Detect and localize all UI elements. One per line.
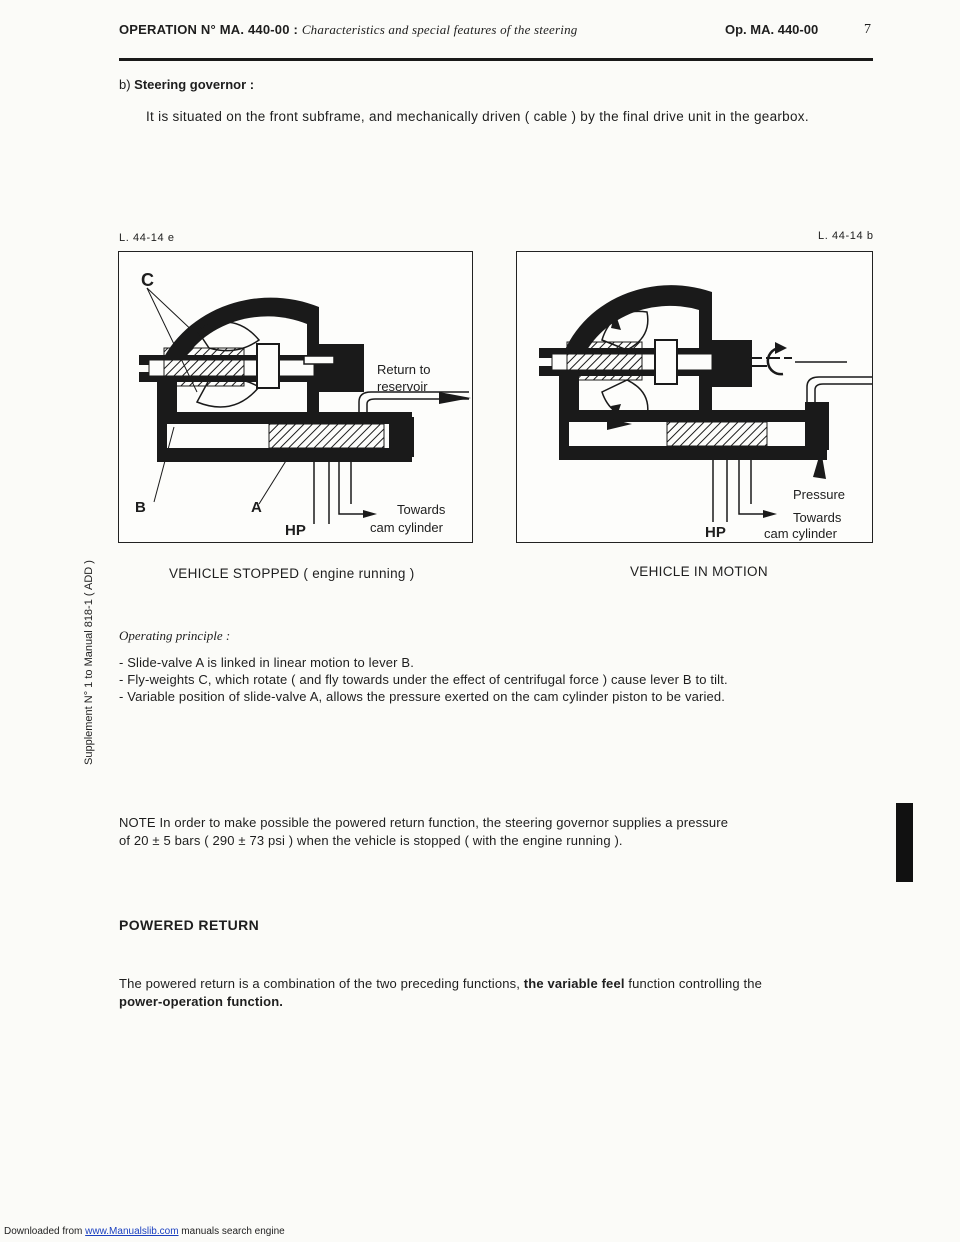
manualslib-link[interactable]: www.Manualslib.com	[85, 1226, 179, 1237]
note-line-1: NOTE In order to make possible the powered return function, the steering governor supplies a pressure	[119, 815, 729, 830]
powered-return-title: POWERED RETURN	[119, 917, 260, 933]
operation-description: Characteristics and special features of the steering	[301, 22, 578, 37]
valve-cap	[389, 417, 414, 457]
label-slide-valve-a: A	[251, 499, 262, 516]
valve-cap	[805, 402, 829, 450]
bearing-block	[655, 340, 677, 384]
label-return-line1: Return to	[377, 362, 431, 377]
note-line-2: of 20 ± 5 bars ( 290 ± 73 psi ) when the vehicle is stopped ( with the engine running ).	[119, 833, 623, 848]
caption-vehicle-stopped: VEHICLE STOPPED ( engine running )	[169, 566, 415, 581]
spring-pack	[567, 342, 642, 380]
side-supplement-label: Supplement N° 1 to Manual 818-1 ( ADD )	[83, 560, 95, 765]
page-number: 7	[864, 22, 871, 37]
spring-pack	[164, 348, 244, 386]
download-footer	[4, 1226, 285, 1237]
header-operation	[119, 22, 577, 38]
footer-prefix: Downloaded from	[4, 1226, 86, 1237]
label-cam-cylinder: cam cylinder	[764, 526, 837, 541]
caption-vehicle-in-motion: VEHICLE IN MOTION	[630, 564, 768, 579]
operating-principle-heading: Operating principle :	[119, 628, 231, 643]
rotation-arrow-head	[775, 342, 787, 354]
figure-right-vehicle-in-motion	[516, 251, 873, 543]
powered-return-power-operation: power-operation function.	[119, 994, 284, 1009]
label-pressure: Pressure	[793, 487, 846, 502]
label-lever-b: B	[135, 499, 146, 516]
section-tab-marker	[896, 803, 913, 882]
header-rule	[119, 58, 873, 61]
powered-return-text-pre: The powered return is a combination of the two preceding functions,	[119, 976, 524, 991]
side-supplement-text	[83, 560, 97, 1025]
label-hp: HP	[705, 524, 726, 541]
towards-arrow	[363, 510, 377, 518]
label-cam-cylinder: cam cylinder	[370, 520, 443, 535]
governor-diagram-stopped	[119, 252, 472, 542]
return-arrow	[439, 392, 471, 404]
towards-arrow	[763, 510, 777, 518]
powered-return-text-post: function controlling the	[624, 976, 763, 991]
slide-valve	[667, 422, 767, 446]
operation-reference: Op. MA. 440-00	[725, 22, 819, 37]
section-title: Steering governor :	[134, 77, 255, 92]
label-hp: HP	[285, 522, 306, 539]
label-towards: Towards	[397, 502, 446, 517]
label-flyweights-c: C	[141, 270, 154, 290]
section-heading	[119, 77, 254, 92]
shaft-end	[304, 356, 334, 364]
figure-left-code: L. 44-14 e	[119, 232, 175, 244]
return-pipe-inner	[815, 384, 872, 402]
section-label: b)	[119, 77, 135, 92]
section-intro: It is situated on the front subframe, and mechanically driven ( cable ) by the final drive unit in the gearbox.	[146, 109, 809, 124]
powered-return-line-1	[119, 976, 762, 991]
slide-valve	[269, 424, 384, 448]
operation-number: OPERATION N° MA. 440-00 :	[119, 22, 298, 37]
label-towards: Towards	[793, 510, 842, 525]
figure-left-vehicle-stopped	[118, 251, 473, 543]
leader-c-upper	[147, 288, 199, 337]
principle-bullet-3: - Variable position of slide-valve A, allows the pressure exerted on the cam cylinder piston to be varied.	[119, 689, 726, 704]
footer-suffix: manuals search engine	[178, 1226, 285, 1237]
return-pipe-outer	[807, 377, 872, 402]
label-return-line2: reservoir	[377, 379, 428, 394]
principle-bullet-2: - Fly-weights C, which rotate ( and fly towards under the effect of centrifugal force ) cause lever B to tilt.	[119, 672, 728, 687]
figure-right-code: L. 44-14 b	[818, 230, 874, 242]
powered-return-variable-feel: the variable feel	[523, 976, 625, 991]
principle-bullet-1: - Slide-valve A is linked in linear motion to lever B.	[119, 655, 414, 670]
powered-return-line-2	[119, 994, 283, 1009]
bearing-block	[257, 344, 279, 388]
